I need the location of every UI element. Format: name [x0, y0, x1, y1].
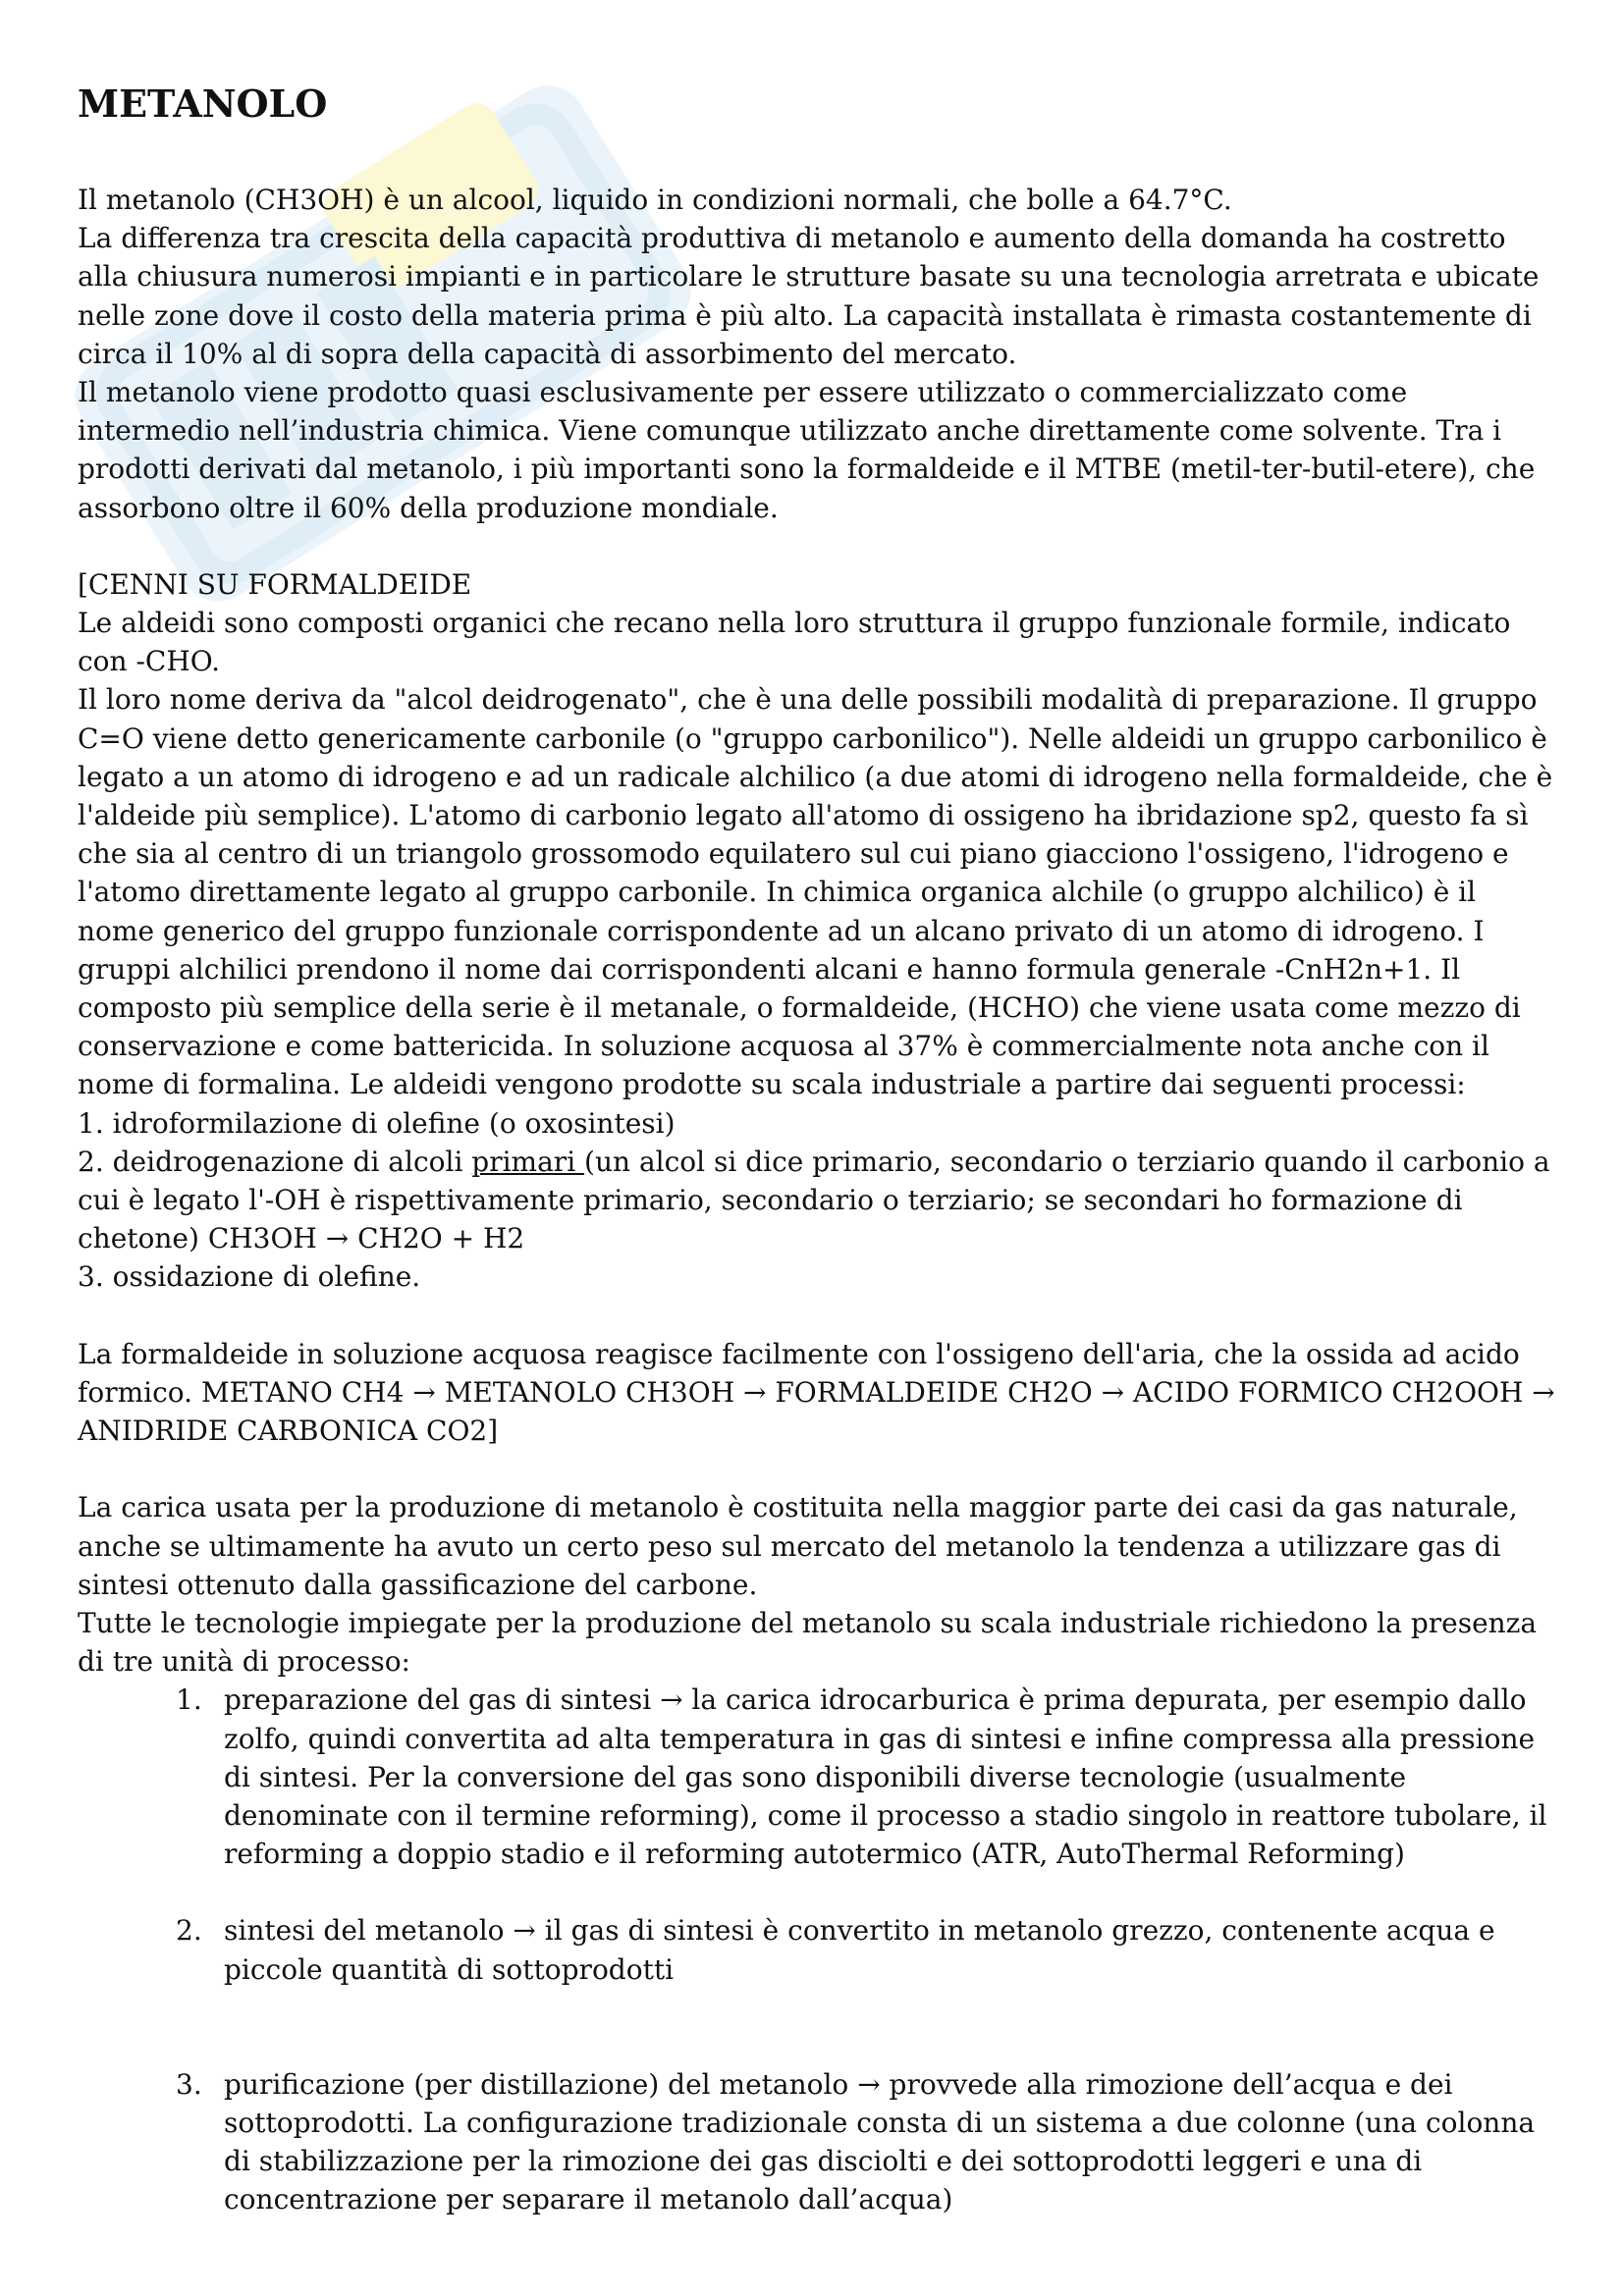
cenni-heading: [CENNI SU FORMALDEIDE: [78, 567, 472, 601]
step-number: 2.: [176, 1914, 202, 1948]
cenni-list-item-3: 3. ossidazione di olefine.: [78, 1260, 421, 1294]
step-text: sintesi del metanolo → il gas di sintesi è convertito in metanolo grezzo, contenente acqua e piccole quantità di sottoprodotti: [224, 1914, 1495, 1986]
underlined-primari: primari: [471, 1145, 585, 1178]
carica-paragraph-1: La carica usata per la produzione di metanolo è costituita nella maggior parte dei casi da gas naturale, anche se ultimamente ha avuto un certo peso sul mercato del metanolo la tendenza a utilizzare gas di sintesi ottenuto dalla gassificazione del carbone.: [78, 1491, 1518, 1601]
step-text: preparazione del gas di sintesi → la carica idrocarburica è prima depurata, per esempio dallo zolfo, quindi convertita ad alta temperatura in gas di sintesi e infine compressa alla pressione di sintesi. Per la conversione del gas sono disponibili diverse tecnologie (usualmente denominate con il termine reforming), come il processo a stadio singolo in reattore tubolare, il reforming a doppio stadio e il reforming autotermico (ATR, AutoThermal Reforming): [224, 1683, 1547, 1871]
cenni-paragraph-1: Le aldeidi sono composti organici che recano nella loro struttura il gruppo funzionale formile, indicato con -CHO.: [78, 607, 1511, 678]
item2-prefix: 2. deidrogenazione di alcoli: [78, 1145, 472, 1178]
cenni-list-item-1: 1. idroformilazione di olefine (o oxosintesi): [78, 1106, 676, 1140]
intro-paragraph-2: La differenza tra crescita della capacità produttiva di metanolo e aumento della domanda ha costretto alla chiusura numerosi impianti e in particolare le strutture basate su una tecnologia arretrata e ubicate nelle zone dove il costo della materia prima è più alto. La capacità installata è rimasta costantemente di circa il 10% al di sopra della capacità di assorbimento del mercato.: [78, 222, 1540, 370]
process-step-2: [78, 1911, 1560, 1988]
step-number: 3.: [176, 2067, 202, 2101]
intro-paragraph-1: Il metanolo (CH3OH) è un alcool, liquido in condizioni normali, che bolle a 64.7°C.: [78, 184, 1232, 216]
intro-paragraph-3: Il metanolo viene prodotto quasi esclusivamente per essere utilizzato o commercializzato come intermedio nell’industria chimica. Viene comunque utilizzato anche direttamente come solvente. Tra i prodotti derivati dal metanolo, i più importanti sono la formaldeide e il MTBE (metil-ter-butil-etere), che assorbono oltre il 60% della produzione mondiale.: [78, 376, 1536, 524]
carica-paragraph-2: Tutte le tecnologie impiegate per la produzione del metanolo su scala industriale richiedono la presenza di tre unità di processo:: [78, 1606, 1538, 1679]
cenni-list-item-2: [78, 1143, 1560, 1258]
item2-rest: (un alcol si dice primario, secondario o terziario quando il carbonio a cui è legato l'-OH è rispettivamente primario, secondario o terziario; se secondari ho formazione di chetone) CH3OH → CH2O + H2: [78, 1145, 1550, 1255]
cenni-paragraph-3: La formaldeide in soluzione acquosa reagisce facilmente con l'ossigeno dell'aria, che la ossida ad acido formico. METANO CH4 → METANOLO CH3OH → FORMALDEIDE CH2O → ACIDO FORMICO CH2OOH → ANIDRIDE CARBONICA CO2]: [78, 1337, 1555, 1448]
document-content: [78, 79, 1560, 2219]
process-units-list: [78, 1681, 1560, 2218]
step-text: purificazione (per distillazione) del metanolo → provvede alla rimozione dell’acqua e dei sottoprodotti. La configurazione tradizionale consta di un sistema a due colonne (una colonna di stabilizzazione per la rimozione dei gas disciolti e dei sottoprodotti leggeri e una di concentrazione per separare il metanolo dall’acqua): [224, 2067, 1536, 2216]
page-title: METANOLO: [78, 81, 328, 126]
cenni-paragraph-2: Il loro nome deriva da "alcol deidrogenato", che è una delle possibili modalità di preparazione. Il gruppo C=O viene detto genericamente carbonile (o "gruppo carbonilico"). Nelle aldeidi un gruppo carbonilico è legato a un atomo di idrogeno e ad un radicale alchilico (a due atomi di idrogeno nella formaldeide, che è l'aldeide più semplice). L'atomo di carbonio legato all'atomo di ossigeno ha ibridazione sp2, questo fa sì che sia al centro di un triangolo grossomodo equilatero sul cui piano giacciono l'ossigeno, l'idrogeno e l'atomo direttamente legato al gruppo carbonile. In chimica organica alchile (o gruppo alchilico) è il nome generico del gruppo funzionale corrispondente ad un alcano privato di un atomo di idrogeno. I gruppi alchilici prendono il nome dai corrispondenti alcani e hanno formula generale -CnH2n+1. Il composto più semplice della serie è il metanale, o formaldeide, (HCHO) che viene usata come mezzo di conservazione e come battericida. In soluzione acquosa al 37% è commercialmente nota anche con il nome di formalina. Le aldeidi vengono prodotte su scala industriale a partire dai seguenti processi:: [78, 683, 1553, 1101]
process-step-1: [78, 1681, 1560, 1873]
process-step-3: [78, 2065, 1560, 2219]
step-number: 1.: [176, 1683, 202, 1717]
